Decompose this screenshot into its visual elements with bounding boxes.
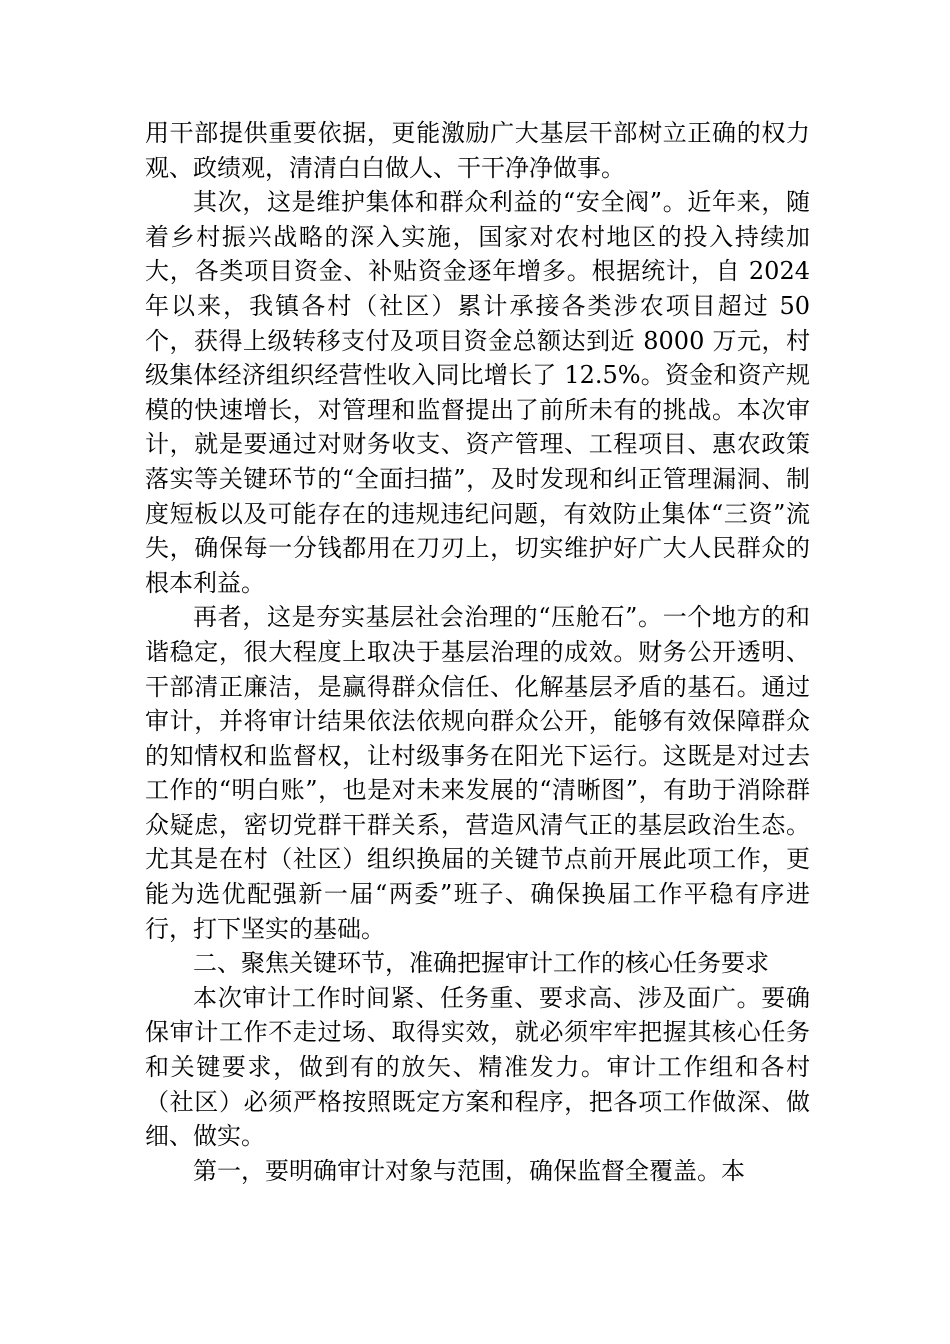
paragraph-core-tasks: 本次审计工作时间紧、任务重、要求高、涉及面广。要确保审计工作不走过场、取得实效，就必须牢牢把握其核心任务和关键要求，做到有的放矢、精准发力。审计工作组和各村（社区）必须严格按照既定方案和程序，把各项工作做深、做细、做实。 bbox=[145, 983, 810, 1151]
paragraph-continuation: 用干部提供重要依据，更能激励广大基层干部树立正确的权力观、政绩观，清清白白做人、干干净净做事。 bbox=[145, 119, 810, 182]
paragraph-ballast-stone: 再者，这是夯实基层社会治理的“压舱石”。一个地方的和谐稳定，很大程度上取决于基层治理的成效。财务公开透明、干部清正廉洁，是赢得群众信任、化解基层矛盾的基石。通过审计，并将审计结果依法依规向群众公开，能够有效保障群众的知情权和监督权，让村级事务在阳光下运行。这既是对过去工作的“明白账”，也是对未来发展的“清晰图”，有助于消除群众疑虑，密切党群干群关系，营造风清气正的基层政治生态。尤其是在村（社区）组织换届的关键节点前开展此项工作，更能为选优配强新一届“两委”班子、确保换届工作平稳有序进行，打下坚实的基础。 bbox=[145, 603, 810, 943]
document-body bbox=[145, 116, 810, 1188]
section-heading-two: 二、聚焦关键环节，准确把握审计工作的核心任务要求 bbox=[193, 949, 769, 978]
paragraph-first-point: 第一，要明确审计对象与范围，确保监督全覆盖。本 bbox=[193, 1156, 745, 1185]
paragraph-safety-valve: 其次，这是维护集体和群众利益的“安全阀”。近年来，随着乡村振兴战略的深入实施，国家对农村地区的投入持续加大，各类项目资金、补贴资金逐年增多。根据统计，自 2024 年以来，我镇各村（社区）累计承接各类涉农项目超过 50 个，获得上级转移支付及项目资金总额达到近 8000 万元，村级集体经济组织经营性收入同比增长了 12.5%。资金和资产规模的快速增长，对管理和监督提出了前所未有的挑战。本次审计，就是要通过对财务收支、资产管理、工程项目、惠农政策落实等关键环节的“全面扫描”，及时发现和纠正管理漏洞、制度短板以及可能存在的违规违纪问题，有效防止集体“三资”流失，确保每一分钱都用在刀刃上，切实维护好广大人民群众的根本利益。 bbox=[145, 188, 810, 597]
